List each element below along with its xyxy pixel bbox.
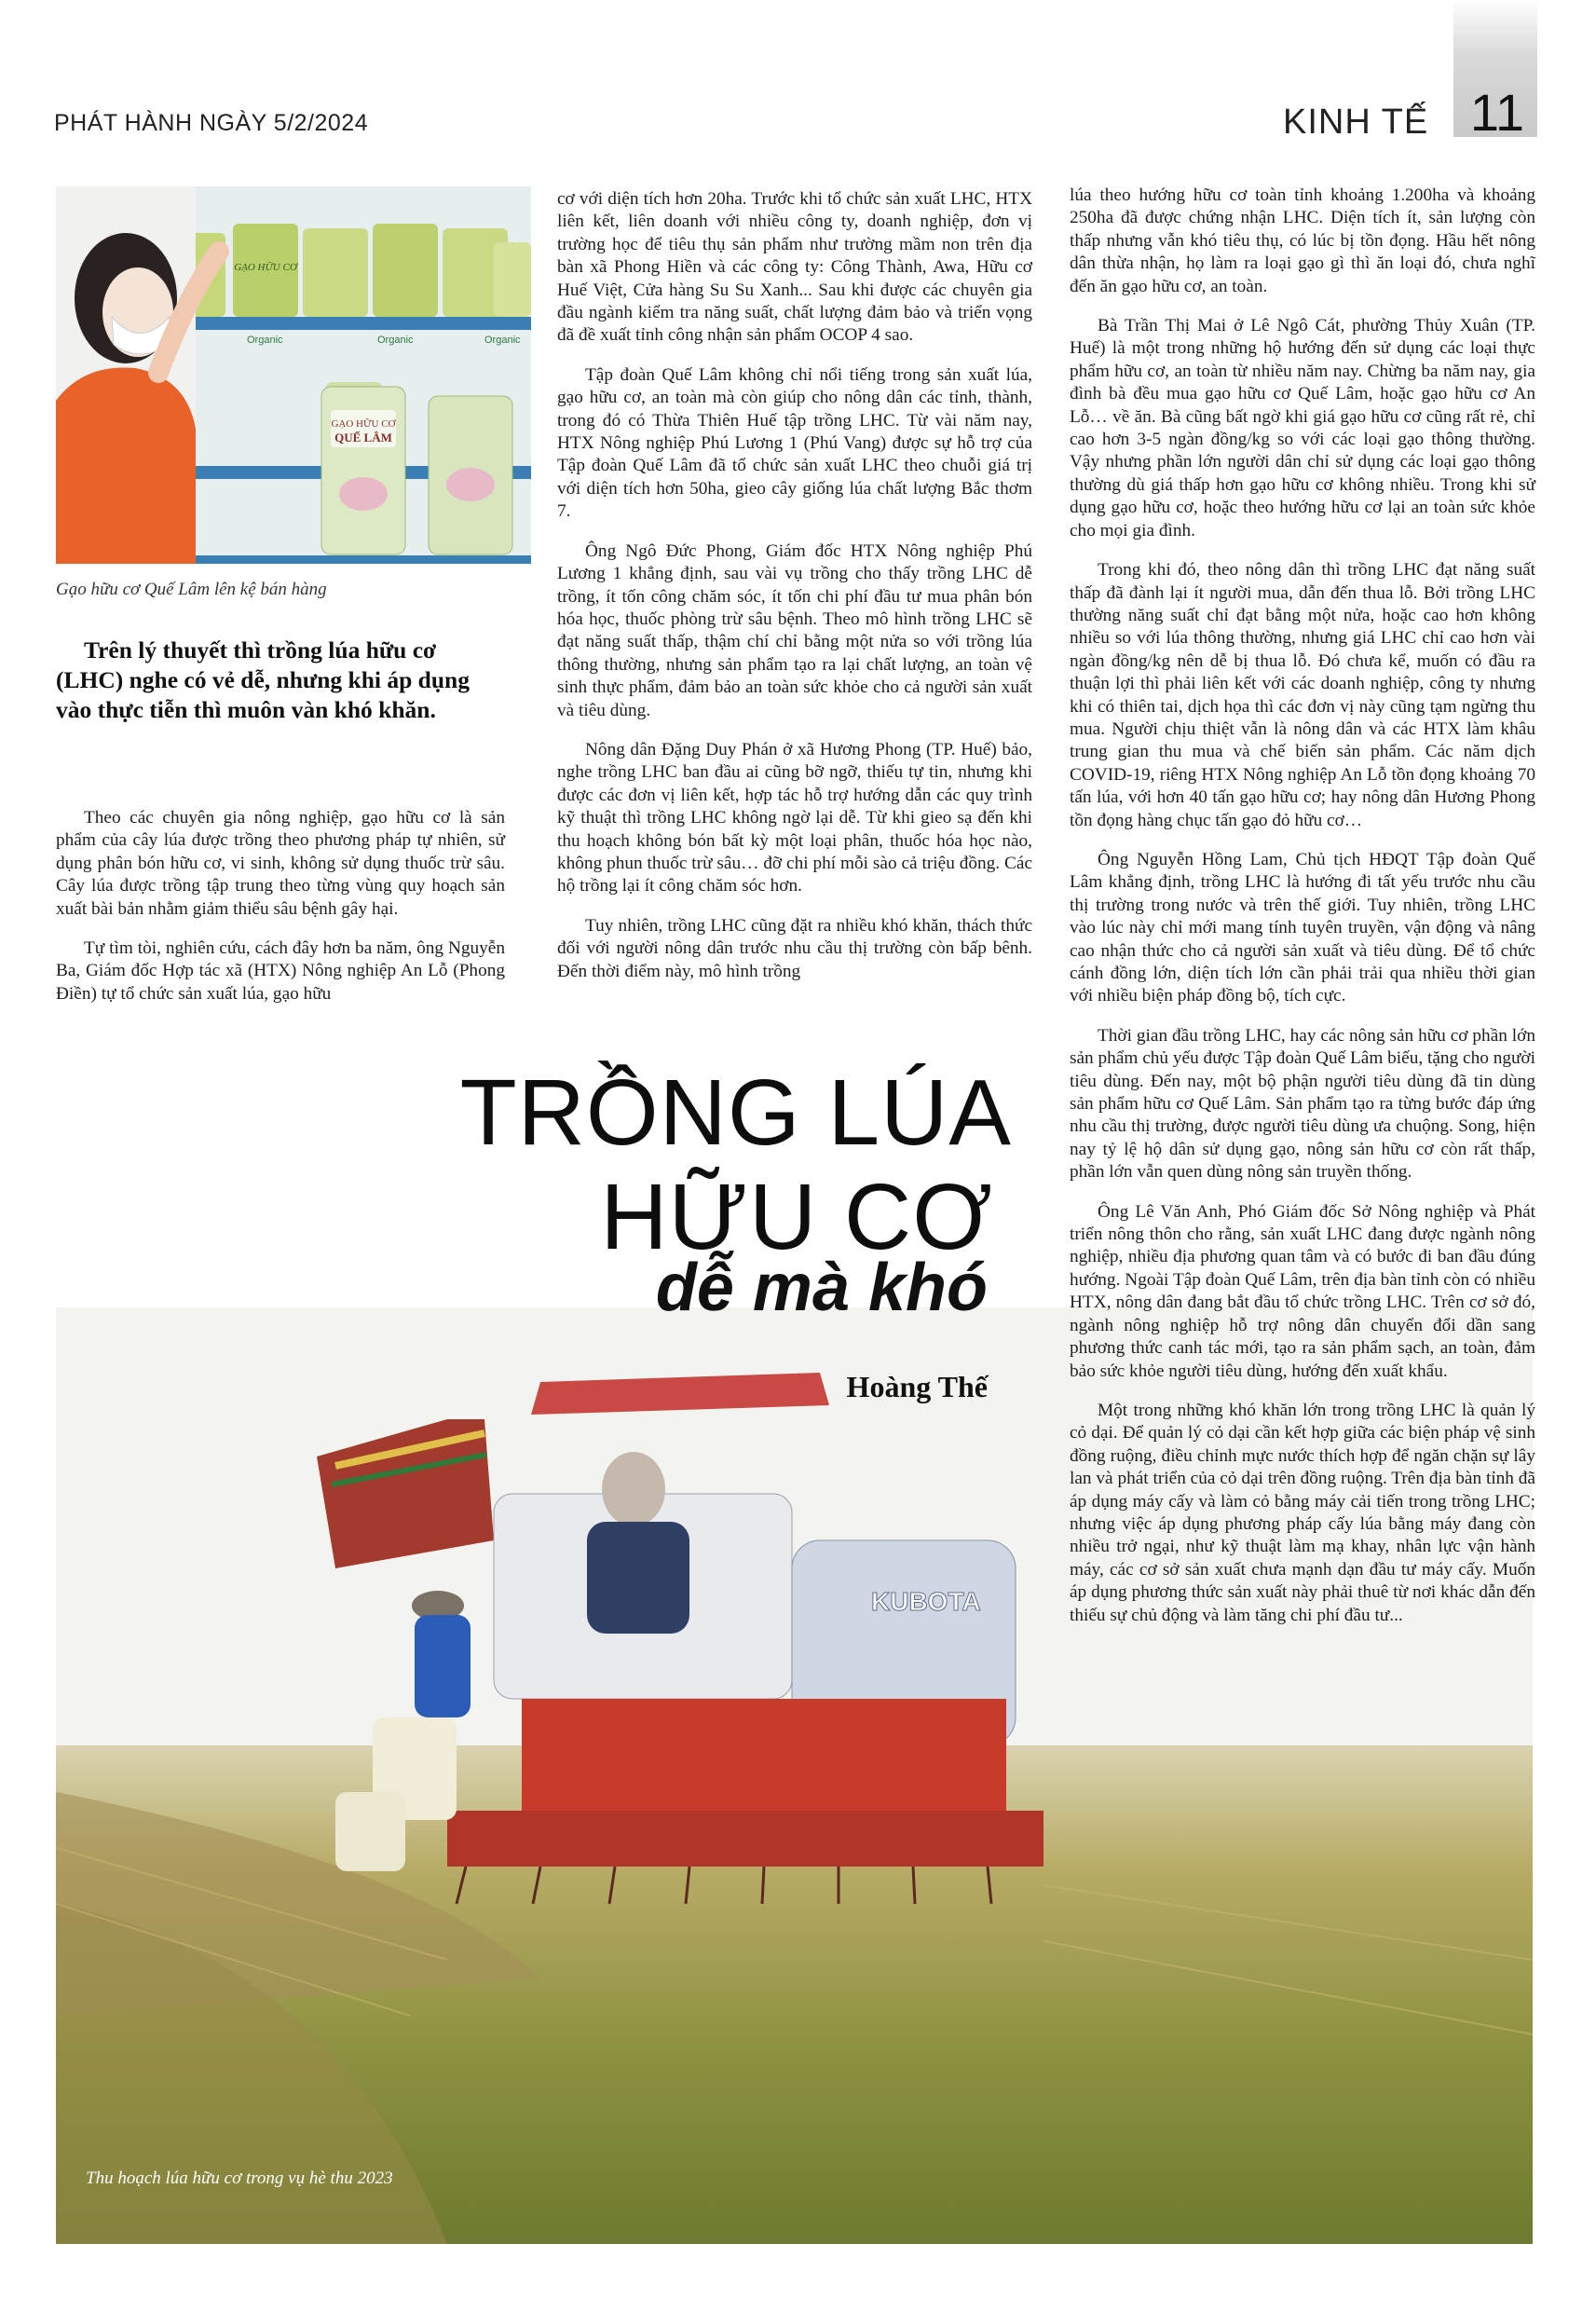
body-paragraph: Tuy nhiên, trồng LHC cũng đặt ra nhiều khó khăn, thách thức đối với người nông dân trước nhu cầu thị trường còn bấp bênh. Đến thời điểm này, mô hình trồng — [557, 915, 1032, 981]
headline-line-1: TRỒNG LÚA — [459, 1060, 1012, 1165]
body-paragraph: Tự tìm tòi, nghiên cứu, cách đây hơn ba năm, ông Nguyễn Ba, Giám đốc Hợp tác xã (HTX) Nông nghiệp An Lỗ (Phong Điền) tự tổ chức sản xuất lúa, gạo hữu — [56, 938, 505, 1004]
shelf-label: Organic — [377, 335, 414, 346]
body-paragraph: Ông Lê Văn Anh, Phó Giám đốc Sở Nông nghiệp và Phát triển nông thôn cho rằng, sản xuất LHC đang được ngành nông nghiệp, nhiều địa phương quan tâm và có bước đi ban đầu đúng hướng. Ngoài Tập đoàn Quế Lâm, trên địa bàn tỉnh còn có nhiều HTX, nông dân đang bắt đầu tổ chức trồng LHC. Trên cơ sở đó, ngành nông nghiệp hỗ trợ nông dân chuyển đổi dần sang phương thức canh tác mới, tạo ra sản phẩm sạch, an toàn, đảm bảo sức khỏe người tiêu dùng, hướng đến xuất khẩu. — [1070, 1201, 1535, 1381]
headline-subtitle: dễ mà khó — [655, 1251, 988, 1325]
photo2-caption: Thu hoạch lúa hữu cơ trong vụ hè thu 2023 — [86, 2168, 393, 2188]
article-lede: Trên lý thuyết thì trồng lúa hữu cơ (LHC) nghe có vẻ dễ, nhưng khi áp dụng vào thực tiễn thì muôn vàn khó khăn. — [56, 636, 470, 723]
article-column-1 — [56, 807, 505, 1022]
body-paragraph: Ông Nguyễn Hồng Lam, Chủ tịch HĐQT Tập đoàn Quế Lâm khẳng định, trồng LHC là hướng đi tất yếu trước nhu cầu thị trường trong nước và trên thế giới. Tuy nhiên, trồng LHC vào lúc này chỉ mới mang tính tuyên truyền, vận động và nâng cao nhận thức cho cả người sản xuất và tiêu dùng. Để tổ chức cánh đồng lớn, diện tích lớn cần phải trải qua nhiều thời gian với nhiều biện pháp đồng bộ, tích cực. — [1070, 849, 1535, 1006]
bag-label: GẠO HỮU CƠ — [234, 262, 297, 273]
shelf-label: Organic — [247, 335, 283, 346]
body-paragraph: Ông Ngô Đức Phong, Giám đốc HTX Nông nghiệp Phú Lương 1 khẳng định, sau vài vụ trồng cho thấy trồng LHC dễ trồng, ít tốn công chăm sóc, ít tốn chi phí đầu tư mua phân bón hóa học, thuốc phòng trừ sâu bệnh. Theo mô hình trồng LHC sẽ đạt năng suất thấp, thậm chí chỉ bằng một nửa so với trồng lúa thông thường, nhưng sản phẩm tạo ra lại chất lượng, an toàn vệ sinh thực phẩm, đảm bảo an toàn sức khỏe cho cả người sản xuất và tiêu dùng. — [557, 540, 1032, 720]
author-byline: Hoàng Thế — [846, 1370, 988, 1403]
rice-shelf-illustration — [56, 186, 531, 564]
body-paragraph: Một trong những khó khăn lớn trong trồng LHC là quản lý cỏ dại. Để quản lý cỏ dại cần kết hợp giữa các biện pháp vệ sinh đồng ruộng, điều chỉnh mực nước thích hợp để ngăn chặn sự lây lan và phát triển của cỏ dại trên đồng ruộng. Trên địa bàn tỉnh đã áp dụng máy cấy và làm cỏ bằng máy cải tiến trong trồng LHC; nhưng việc áp dụng phương pháp cấy lúa bằng máy đang còn nhiều trở ngại, như kỹ thuật làm mạ khay, nhân lực vận hành máy, các cơ sở sản xuất chưa mạnh dạn đầu tư máy cấy. Muốn áp dụng phương thức sản xuất này phải thuê từ nơi khác dẫn đến thiếu sự chủ động và làm tăng chi phí đầu tư... — [1070, 1400, 1535, 1625]
body-paragraph: Bà Trần Thị Mai ở Lê Ngô Cát, phường Thủy Xuân (TP. Huế) là một trong những hộ hướng đến sử dụng các loại thực phẩm hữu cơ, an toàn từ nhiều năm nay. Chừng ba năm nay, gia đình bà đều mua gạo hữu cơ Quế Lâm, hoặc gạo hữu cơ An Lỗ… về ăn. Bà cũng bất ngờ khi giá gạo hữu cơ cũng rất rẻ, chỉ cao hơn 3-5 ngàn đồng/kg so với các loại gạo thông thường. Vậy nhưng phần lớn người dân chỉ sử dụng các loại gạo thông thường dù giá thấp hơn gạo hữu cơ không nhiều. Trong khi sử dụng gạo hữu cơ, hoặc theo hướng hữu cơ lại an toàn sức khỏe cho mọi gia đình. — [1070, 316, 1535, 540]
issue-date: PHÁT HÀNH NGÀY 5/2/2024 — [54, 110, 369, 136]
body-paragraph: Trong khi đó, theo nông dân thì trồng LHC đạt năng suất thấp đã đành lại ít người mua, dẫn đến thua lỗ. Bởi trồng LHC thường năng suất chỉ đạt bằng một nửa, hoặc cao hơn không nhiều so với lúa thông thường, nhưng giá LHC chỉ cao hơn vài ngàn đồng/kg nên dễ bị thua lỗ. Đó chưa kể, muốn có đầu ra thuận lợi thì phải liên kết với các doanh nghiệp, công ty nhưng khi có thiên tai, dịch họa thì các đơn vị này cũng tạm ngừng thu mua. Người chịu thiệt vẫn là nông dân và các HTX làm khâu trung gian thu mua và chế biến sản phẩm. Các năm dịch COVID-19, riêng HTX Nông nghiệp An Lỗ tồn đọng khoảng 70 tấn lúa, với hơn 40 tấn gạo hữu cơ; hay nông dân Hương Phong tồn đọng hàng chục tấn gạo đỏ hữu cơ… — [1070, 560, 1535, 830]
headline-line-2: HỮU CƠ — [600, 1165, 993, 1269]
page-number: 11 — [1469, 83, 1525, 142]
body-paragraph: cơ với diện tích hơn 20ha. Trước khi tổ chức sản xuất LHC, HTX liên kết, liên doanh với nhiều công ty, doanh nghiệp, đơn vị trường học để tiêu thụ sản phẩm như trường mầm non trên địa bàn xã Phong Hiền và các công ty: Công Thành, Awa, Hữu cơ Huế Việt, Cửa hàng Su Su Xanh... Sau khi được các chuyên gia đầu ngành kiểm tra năng suất, chất lượng đảm bảo và triển vọng đã đề xuất tỉnh công nhận sản phẩm OCOP 4 sao. — [557, 189, 1032, 346]
article-column-2 — [557, 188, 1032, 1000]
harvester-brand: KUBOTA — [871, 1587, 981, 1616]
body-paragraph: lúa theo hướng hữu cơ toàn tỉnh khoảng 1.200ha và khoảng 250ha đã được chứng nhận LHC. Diện tích ít, sản lượng còn thấp nhưng vẫn khó tiêu thụ, có lúc bị tồn đọng. Hầu hết nông dân thừa nhận, họ làm ra loại gạo gì thì ăn loại đó, chưa nghĩ đến ăn gạo hữu cơ, an toàn. — [1070, 185, 1535, 296]
body-paragraph: Nông dân Đặng Duy Phán ở xã Hương Phong (TP. Huế) bảo, nghe trồng LHC ban đầu ai cũng bỡ ngỡ, thiếu tự tin, nhưng khi được các đơn vị liên kết, hợp tác hỗ trợ hướng dẫn các quy trình kỹ thuật thì trồng LHC không ngờ lại dễ. Từ khi gieo sạ đến khi thu hoạch không bón bất kỳ một loại phân, thuốc hóa học nào, không phun thuốc trừ sâu… đỡ chi phí mỗi sào cả triệu đồng. Các hộ trồng lại ít công chăm sóc hơn. — [557, 739, 1032, 896]
photo1-caption: Gạo hữu cơ Quế Lâm lên kệ bán hàng — [56, 580, 327, 599]
body-paragraph: Tập đoàn Quế Lâm không chỉ nổi tiếng trong sản xuất lúa, gạo hữu cơ, an toàn mà còn giúp cho nông dân các tỉnh, thành, trong đó có Thừa Thiên Huế tập trồng LHC. Từ vài năm nay, HTX Nông nghiệp Phú Lương 1 (Phú Vang) được sự hỗ trợ của Tập đoàn Quế Lâm đã tổ chức sản xuất LHC theo chuỗi giá trị với diện tích hơn 50ha, gieo cây giống lúa chất lượng Bắc thơm 7. — [557, 364, 1032, 522]
shelf-label: Organic — [484, 335, 521, 346]
bag-label: QUẾ LÂM — [334, 431, 392, 445]
article-column-3 — [1070, 185, 1535, 1644]
section-name: KINH TẾ — [1283, 103, 1429, 142]
bag-label: GẠO HỮU CƠ — [331, 418, 396, 430]
body-paragraph: Thời gian đầu trồng LHC, hay các nông sản hữu cơ phần lớn sản phẩm chủ yếu được Tập đoàn Quế Lâm biếu, tặng cho người tiêu dùng. Đến nay, một bộ phận người tiêu dùng đã tin dùng sản phẩm hữu cơ Quế Lâm. Sản phẩm tạo ra từng bước đáp ứng nhu cầu thị trường, được người tiêu dùng ưa chuộng. Song, hiện nay tỷ lệ hộ dân sử dụng gạo, nông sản hữu cơ còn rất thấp, phần lớn vẫn quen dùng nông sản truyền thống. — [1070, 1025, 1535, 1183]
body-paragraph: Theo các chuyên gia nông nghiệp, gạo hữu cơ là sản phẩm của cây lúa được trồng theo phương pháp tự nhiên, sử dụng phân bón hữu cơ, vi sinh, không sử dụng thuốc trừ sâu. Cây lúa được trồng tập trung theo từng vùng quy hoạch sản xuất bài bản nhằm giảm thiểu sâu bệnh gây hại. — [56, 808, 505, 919]
rice-shelf-photo — [56, 186, 531, 564]
